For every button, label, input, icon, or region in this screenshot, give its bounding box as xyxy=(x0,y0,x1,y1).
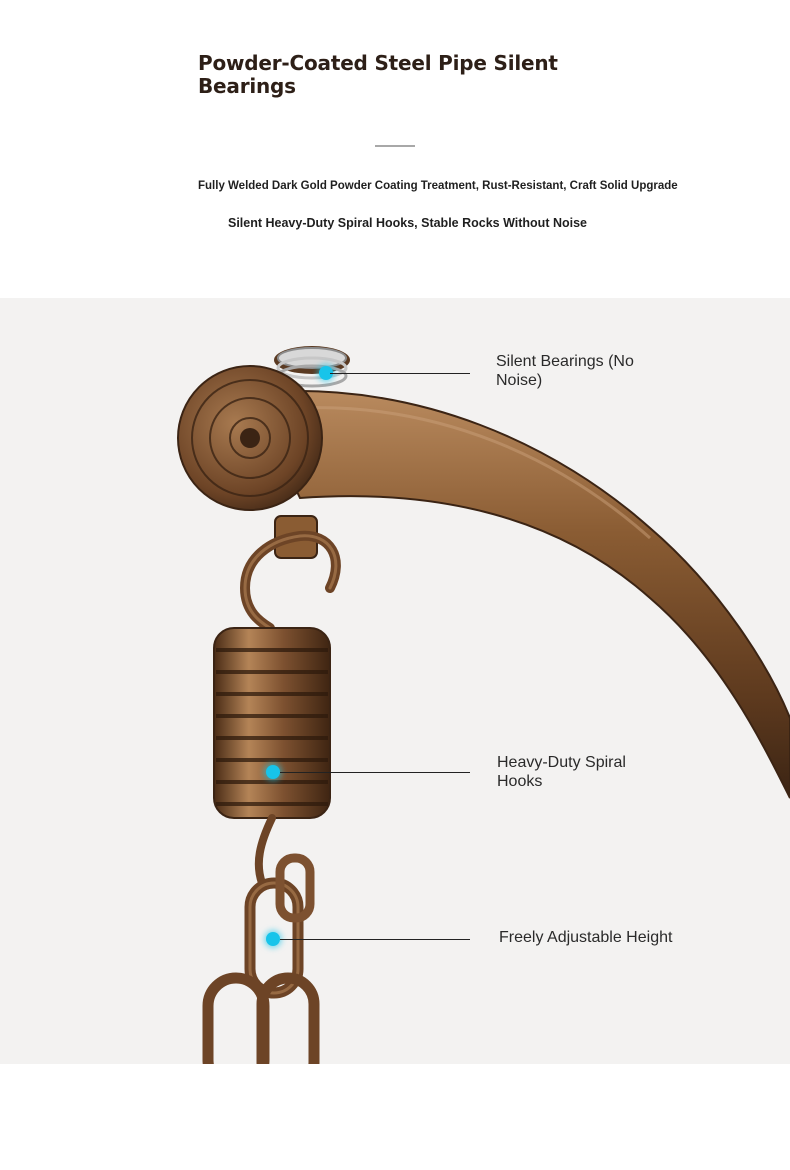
spring-marker xyxy=(266,765,280,779)
spiral-spring xyxy=(214,628,330,818)
callout-adjustable-height: Freely Adjustable Height xyxy=(499,929,673,946)
title-divider xyxy=(375,145,415,147)
subtitle-hooks: Silent Heavy-Duty Spiral Hooks, Stable Rocks Without Noise xyxy=(228,216,587,230)
callout-silent-bearings: Silent Bearings (No Noise) xyxy=(496,353,634,389)
bearing-leader-line xyxy=(330,373,470,374)
chain-leader-line xyxy=(280,939,470,940)
product-photo xyxy=(0,298,790,1064)
page-title: Powder-Coated Steel Pipe Silent Bearings xyxy=(198,51,558,98)
lower-hook xyxy=(259,818,272,883)
chain xyxy=(208,858,314,1064)
s-hook xyxy=(245,516,336,628)
swing-hanger-illustration xyxy=(0,298,790,1064)
subtitle-coating: Fully Welded Dark Gold Powder Coating Treatment, Rust-Resistant, Craft Solid Upgrade xyxy=(198,180,678,192)
chain-marker xyxy=(266,932,280,946)
callout-spiral-hooks: Heavy-Duty Spiral Hooks xyxy=(497,754,626,790)
spring-leader-line xyxy=(280,772,470,773)
decorative-end-cap xyxy=(178,366,322,510)
